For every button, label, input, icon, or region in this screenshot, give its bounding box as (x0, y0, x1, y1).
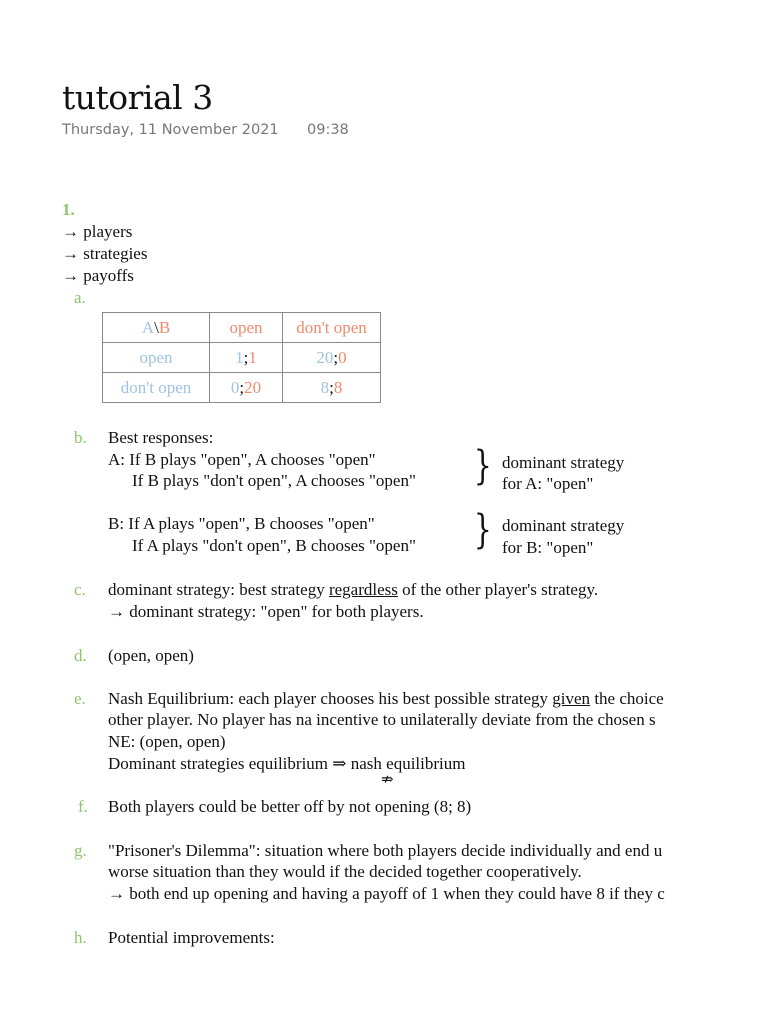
payoff-table (102, 312, 381, 403)
table-header-row (103, 313, 381, 343)
table-cell: 0;20 (210, 373, 283, 403)
label-h: h. (74, 928, 87, 947)
g-line2: worse situation than they would if the decided together cooperatively. (108, 862, 582, 881)
a-dominant-note2: for A: "open" (502, 474, 594, 493)
c-line1: dominant strategy: best strategy regardless of the other player's strategy. (108, 580, 599, 599)
label-d: d. (74, 646, 87, 665)
table-cell: 20;0 (283, 343, 381, 373)
page-date: Thursday, 11 November 2021 (62, 122, 279, 138)
table-row (103, 343, 381, 373)
g-line1: "Prisoner's Dilemma": situation where both players decide individually and end u (108, 841, 663, 860)
col-header-dont-open: don't open (283, 313, 381, 343)
b-dominant-note2: for B: "open" (502, 538, 594, 557)
brace-b: } (473, 507, 492, 553)
row-header-open: open (103, 343, 210, 373)
table-row (103, 373, 381, 403)
a-response-line2: If B plays "don't open", A chooses "open" (132, 471, 416, 490)
e-line1: Nash Equilibrium: each player chooses his best possible strategy given the choice (108, 689, 664, 708)
label-e: e. (74, 689, 86, 708)
label-b: b. (74, 428, 87, 447)
b-response-line1: B: If A plays "open", B chooses "open" (108, 514, 375, 533)
a-dominant-note1: dominant strategy (502, 453, 625, 472)
page-time: 09:38 (307, 122, 349, 138)
label-g: g. (74, 841, 87, 860)
a-response-line1: A: If B plays "open", A chooses "open" (108, 450, 376, 469)
b-response-line2: If A plays "don't open", B chooses "open" (132, 536, 416, 555)
bullet-payoffs: → payoffs (62, 266, 134, 285)
h-text: Potential improvements: (108, 928, 275, 947)
label-a: a. (74, 288, 86, 307)
e-line3: NE: (open, open) (108, 732, 226, 751)
e-line2: other player. No player has na incentive to unilaterally deviate from the chosen s (108, 710, 656, 729)
label-f: f. (78, 797, 88, 816)
bullet-strategies: → strategies (62, 244, 148, 263)
c-line2: → dominant strategy: "open" for both players. (108, 602, 424, 621)
bullet-players: → players (62, 222, 133, 241)
b-dominant-note1: dominant strategy (502, 516, 625, 535)
page-title: tutorial 3 (62, 78, 213, 117)
table-corner: A\B (103, 313, 210, 343)
d-text: (open, open) (108, 646, 194, 665)
label-c: c. (74, 580, 86, 599)
brace-a: } (473, 443, 492, 489)
section-number: 1. (62, 200, 75, 219)
f-text: Both players could be better off by not opening (8; 8) (108, 797, 472, 816)
e-line4: Dominant strategies equilibrium ⇒ nash equilibrium (108, 754, 466, 773)
table-cell: 1;1 (210, 343, 283, 373)
best-responses-heading: Best responses: (108, 428, 214, 447)
row-header-dont-open: don't open (103, 373, 210, 403)
table-cell: 8;8 (283, 373, 381, 403)
not-implied-symbol: ⇏ (381, 772, 394, 788)
g-line3: → both end up opening and having a payoff of 1 when they could have 8 if they c (108, 884, 665, 903)
col-header-open: open (210, 313, 283, 343)
